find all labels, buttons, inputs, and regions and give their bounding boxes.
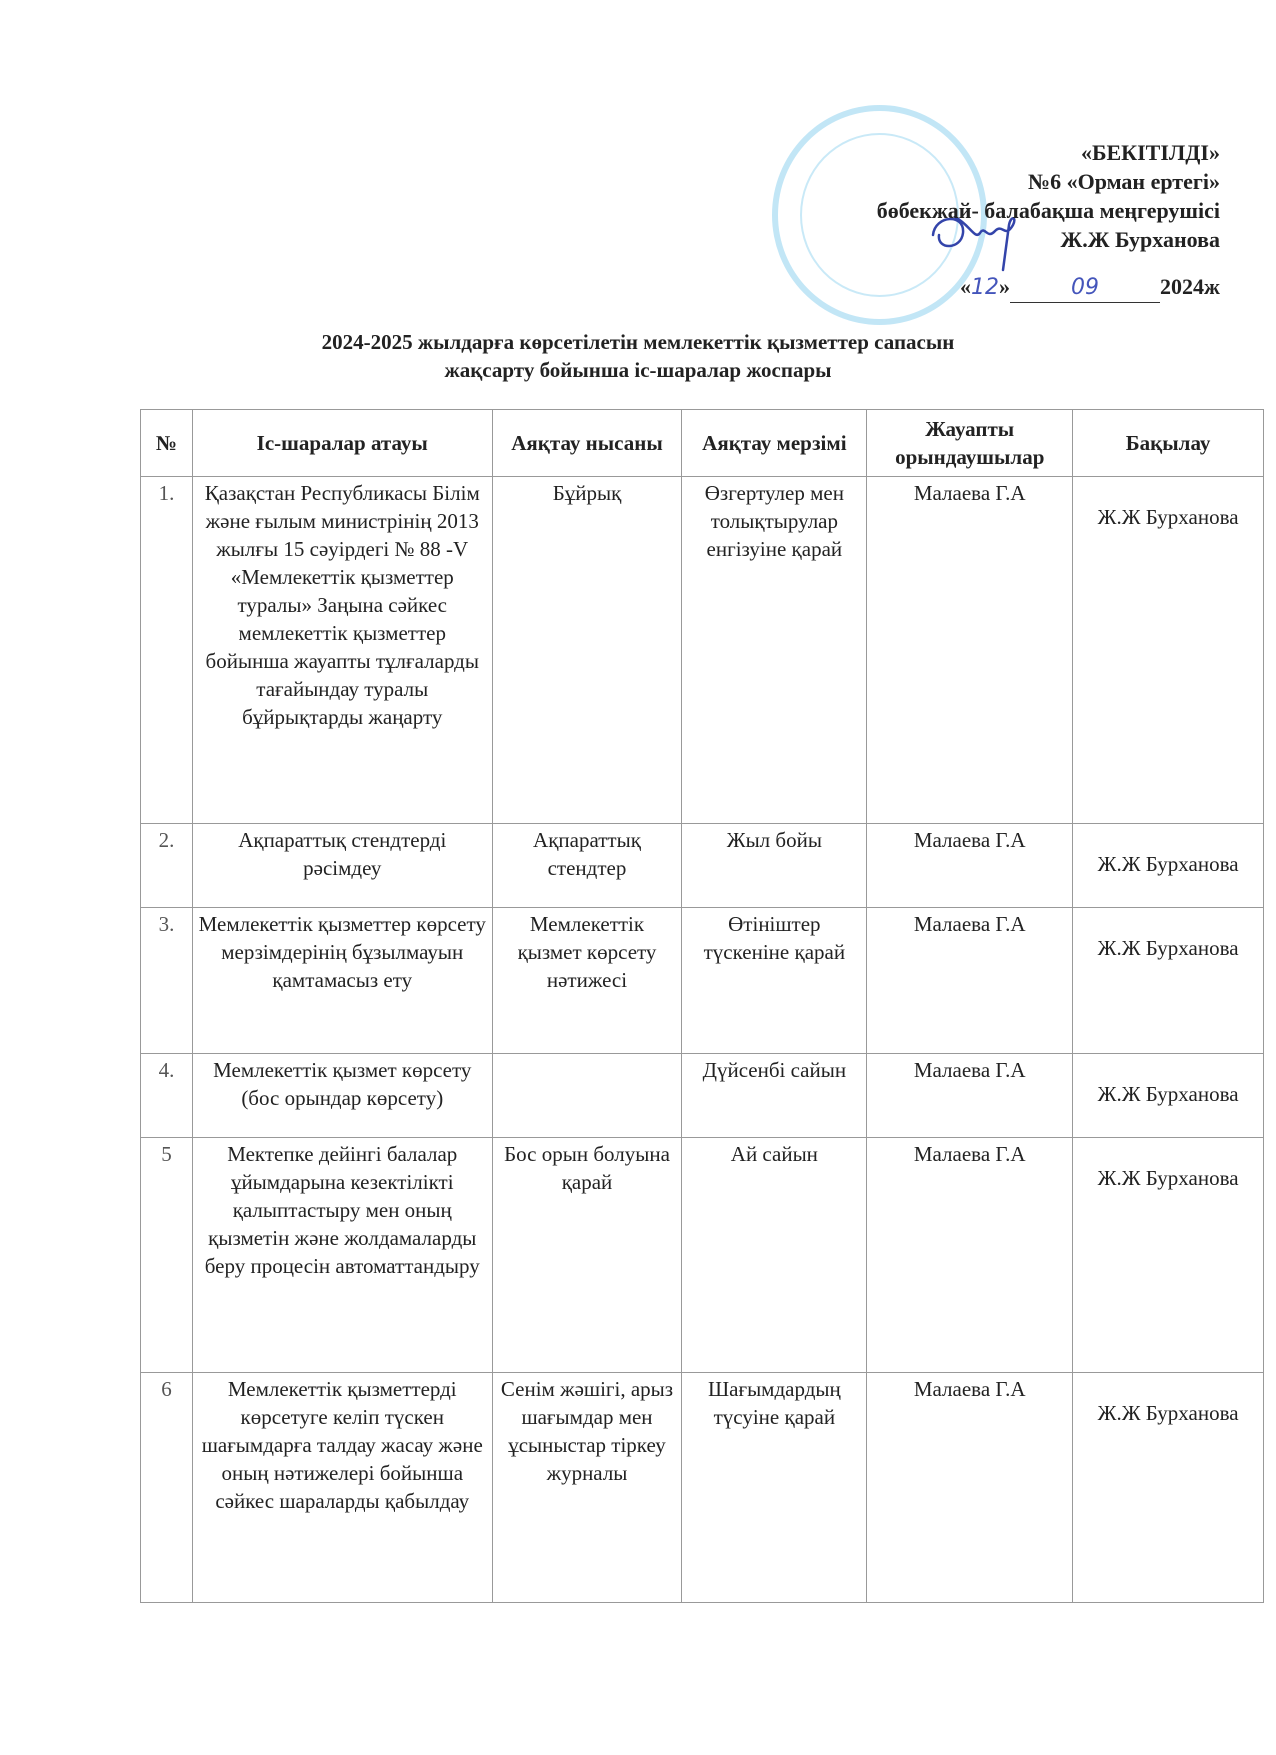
cell-num: 3.: [141, 908, 193, 1054]
cell-responsible: Малаева Г.А: [867, 1138, 1073, 1373]
table-row: [141, 824, 1264, 908]
cell-form: Сенім жәшігі, арыз шағымдар мен ұсыныстар тіркеу журналы: [492, 1373, 682, 1603]
cell-num: 1.: [141, 477, 193, 824]
cell-term: Жыл бойы: [682, 824, 867, 908]
date-year: 2024ж: [1160, 274, 1220, 299]
cell-control: Ж.Ж Бурханова: [1073, 1054, 1264, 1138]
plan-table: [140, 409, 1264, 1603]
header-term: Аяқтау мерзімі: [682, 410, 867, 477]
cell-name: Мемлекеттік қызмет көрсету (бос орындар көрсету): [192, 1054, 492, 1138]
cell-control: Ж.Ж Бурханова: [1073, 1373, 1264, 1603]
cell-form: Ақпараттық стендтер: [492, 824, 682, 908]
table-row: [141, 1373, 1264, 1603]
table-row: [141, 1054, 1264, 1138]
cell-control: Ж.Ж Бурханова: [1073, 1138, 1264, 1373]
cell-num: 4.: [141, 1054, 193, 1138]
approval-name: Ж.Ж Бурханова: [1060, 227, 1220, 252]
header-control: Бақылау: [1073, 410, 1264, 477]
cell-term: Дүйсенбі сайын: [682, 1054, 867, 1138]
cell-responsible: Малаева Г.А: [867, 477, 1073, 824]
cell-num: 2.: [141, 824, 193, 908]
cell-form: Бос орын болуына қарай: [492, 1138, 682, 1373]
document-title: [0, 328, 1276, 384]
cell-name: Мемлекеттік қызметтер көрсету мерзімдерінің бұзылмауын қамтамасыз ету: [192, 908, 492, 1054]
cell-name: Мектепке дейінгі балалар ұйымдарына кезектілікті қалыптастыру мен оның қызметін және жолдамаларды беру процесін автоматтандыру: [192, 1138, 492, 1373]
cell-responsible: Малаева Г.А: [867, 824, 1073, 908]
approval-org: №6 «Орман ертегі»: [1027, 169, 1220, 194]
cell-term: Өзгертулер мен толықтырулар енгізуіне қарай: [682, 477, 867, 824]
cell-form: [492, 1054, 682, 1138]
table-header-row: [141, 410, 1264, 477]
header-name: Іс-шаралар атауы: [192, 410, 492, 477]
cell-term: Өтініштер түскеніне қарай: [682, 908, 867, 1054]
approval-heading: «БЕКІТІЛДІ»: [1080, 140, 1220, 165]
table-row: [141, 1138, 1264, 1373]
cell-responsible: Малаева Г.А: [867, 1054, 1073, 1138]
cell-control: Ж.Ж Бурханова: [1073, 477, 1264, 824]
header-num: №: [141, 410, 193, 477]
date-day: 12: [971, 275, 1000, 300]
approval-position: бөбекжай- балабақша меңгерушісі: [876, 198, 1220, 223]
title-line-1: 2024-2025 жылдарға көрсетілетін мемлекеттік қызметтер сапасын: [321, 330, 955, 354]
cell-num: 5: [141, 1138, 193, 1373]
cell-control: Ж.Ж Бурханова: [1073, 908, 1264, 1054]
date-month: 09: [1071, 275, 1100, 300]
cell-responsible: Малаева Г.А: [867, 1373, 1073, 1603]
header-responsible: Жауапты орындаушылар: [867, 410, 1073, 477]
approval-date: «12» 09 2024ж: [877, 272, 1220, 303]
cell-form: Бұйрық: [492, 477, 682, 824]
approval-block: [877, 138, 1220, 303]
cell-form: Мемлекеттік қызмет көрсету нәтижесі: [492, 908, 682, 1054]
cell-name: Мемлекеттік қызметтерді көрсетуге келіп түскен шағымдарға талдау жасау және оның нәтижелері бойынша сәйкес шараларды қабылдау: [192, 1373, 492, 1603]
table-row: [141, 477, 1264, 824]
cell-term: Шағымдардың түсуіне қарай: [682, 1373, 867, 1603]
cell-num: 6: [141, 1373, 193, 1603]
title-line-2: жақсарту бойынша іс-шаралар жоспары: [444, 358, 832, 382]
table-row: [141, 908, 1264, 1054]
cell-name: Қазақстан Республикасы Білім және ғылым министрінің 2013 жылғы 15 сәуірдегі № 88 -V «Мемлекеттік қызметтер туралы» Заңына сәйкес мемлекеттік қызметтер бойынша жауапты тұлғаларды тағайындау туралы бұйрықтарды жаңарту: [192, 477, 492, 824]
cell-term: Ай сайын: [682, 1138, 867, 1373]
header-form: Аяқтау нысаны: [492, 410, 682, 477]
cell-responsible: Малаева Г.А: [867, 908, 1073, 1054]
cell-name: Ақпараттық стендтерді рәсімдеу: [192, 824, 492, 908]
cell-control: Ж.Ж Бурханова: [1073, 824, 1264, 908]
